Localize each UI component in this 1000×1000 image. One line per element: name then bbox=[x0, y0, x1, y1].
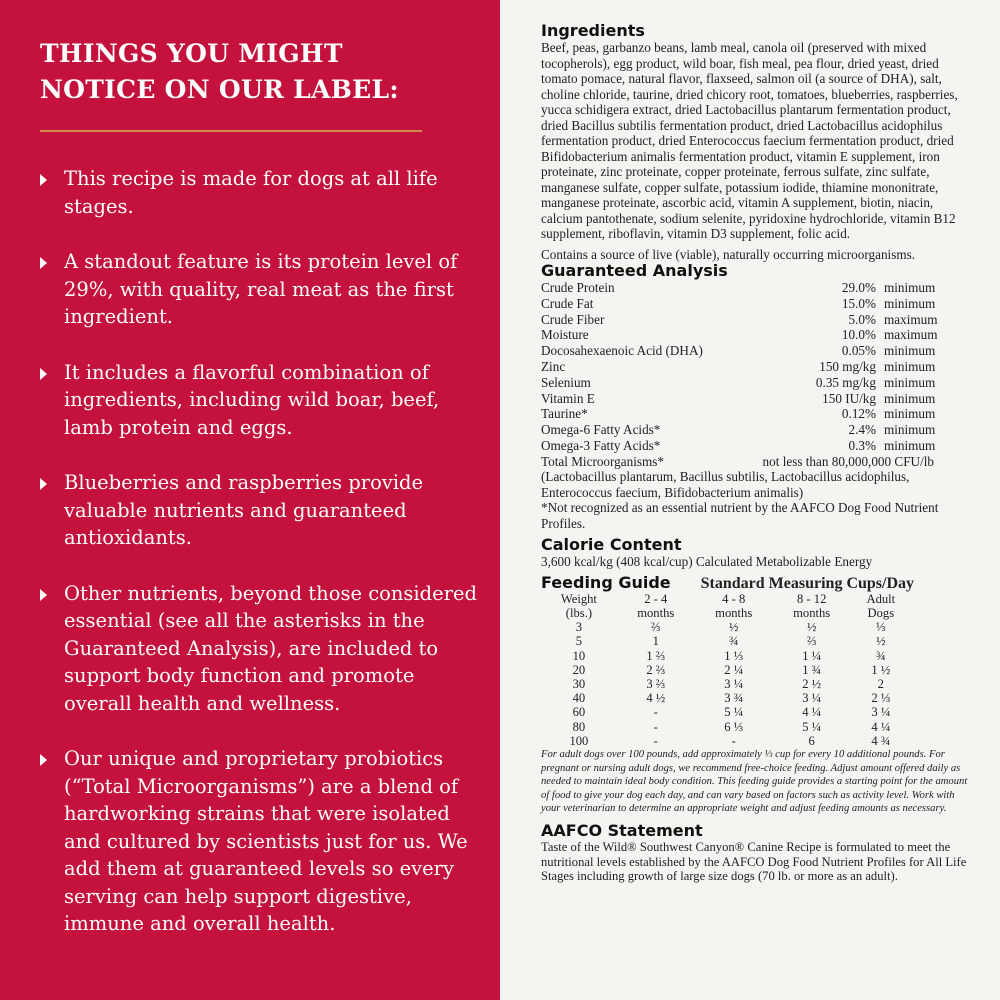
divider bbox=[40, 130, 422, 132]
feeding-cell: 4 ½ bbox=[646, 691, 666, 706]
feeding-cell: 2 ⅔ bbox=[646, 662, 666, 677]
feeding-cell: - bbox=[731, 733, 736, 748]
analysis-row bbox=[541, 406, 970, 422]
nutrient-qualifier: maximum bbox=[884, 311, 938, 327]
feeding-row bbox=[541, 734, 911, 748]
calorie-heading: Calorie Content bbox=[541, 535, 682, 555]
feeding-cell: 1 ⅓ bbox=[724, 648, 744, 663]
bullet-item: Our unique and proprietary probiotics (“Total Microorganisms”) are a blend of hardworking strains that were isolated and cultured by scientists just for us. We add them at guaranteed levels so every serving can help support digestive, immune and overall health. bbox=[40, 745, 488, 938]
nutrient-qualifier: maximum bbox=[884, 327, 938, 343]
feeding-column-header: Weight bbox=[560, 591, 597, 606]
feeding-row bbox=[541, 705, 911, 719]
feeding-cell: - bbox=[653, 719, 658, 734]
feeding-cell: ¾ bbox=[876, 648, 886, 663]
feeding-column-header: months bbox=[715, 605, 753, 620]
bullet-list bbox=[40, 165, 500, 938]
feeding-cell: 2 ½ bbox=[802, 676, 822, 691]
feeding-column-header: 8 - 12 bbox=[796, 591, 827, 606]
feeding-heading: Feeding Guide bbox=[541, 572, 671, 592]
feeding-cell: 1 ¼ bbox=[802, 648, 822, 663]
nutrient-name: Omega-6 Fatty Acids* bbox=[541, 422, 661, 438]
nutrient-name: Crude Fiber bbox=[541, 311, 605, 327]
micro-value: not less than 80,000,000 CFU/lb bbox=[762, 453, 934, 469]
feeding-cell: - bbox=[653, 733, 658, 748]
feeding-cell: 10 bbox=[572, 648, 586, 663]
nutrient-name: Taurine* bbox=[541, 406, 588, 422]
analysis-heading: Guaranteed Analysis bbox=[541, 261, 728, 280]
feeding-column-header: Adult bbox=[866, 591, 896, 606]
micro-detail: (Lactobacillus plantarum, Bacillus subtilis, Lactobacillus acidophilus, Enterococcus faecium, Bifidobacterium animalis) bbox=[541, 469, 910, 500]
feeding-cell: 3 ¼ bbox=[802, 691, 822, 706]
arrow-icon bbox=[40, 257, 47, 269]
nutrient-name: Omega-3 Fatty Acids* bbox=[541, 437, 661, 453]
bullet-item: A standout feature is its protein level of 29%, with quality, real meat as the first ingredient. bbox=[40, 248, 488, 331]
analysis-row bbox=[541, 296, 970, 312]
nutrient-value: 5.0% bbox=[848, 311, 876, 327]
feeding-column-header: months bbox=[637, 605, 675, 620]
feeding-header bbox=[541, 574, 970, 592]
nutrient-value: 150 mg/kg bbox=[819, 358, 876, 374]
bullet-item: Blueberries and raspberries provide valuable nutrients and guaranteed antioxidants. bbox=[40, 469, 488, 552]
feeding-cell: 1 bbox=[652, 634, 659, 649]
analysis-table bbox=[541, 280, 970, 454]
feeding-cell: 40 bbox=[572, 691, 586, 706]
feeding-column-header: 4 - 8 bbox=[722, 591, 746, 606]
nutrient-name: Moisture bbox=[541, 327, 589, 343]
nutrient-qualifier: minimum bbox=[884, 280, 936, 295]
panel-title: THINGS YOU MIGHT NOTICE ON OUR LABEL: bbox=[40, 39, 399, 104]
arrow-icon bbox=[40, 589, 47, 601]
nutrient-value: 150 IU/kg bbox=[822, 390, 876, 406]
nutrient-name: Vitamin E bbox=[541, 390, 595, 406]
feeding-column-header: (lbs.) bbox=[565, 605, 593, 620]
calorie-text: 3,600 kcal/kg (408 kcal/cup) Calculated Metabolizable Energy bbox=[541, 554, 873, 570]
feeding-row bbox=[541, 663, 911, 677]
feeding-cell: ½ bbox=[876, 634, 886, 649]
feeding-cell: 80 bbox=[572, 719, 586, 734]
feeding-row bbox=[541, 634, 911, 648]
feeding-cell: 3 ¼ bbox=[724, 676, 744, 691]
feeding-cell: - bbox=[653, 705, 658, 720]
feeding-column-header: months bbox=[793, 605, 831, 620]
bullet-item: This recipe is made for dogs at all life stages. bbox=[40, 165, 488, 220]
feeding-cell: 5 ¼ bbox=[724, 705, 744, 720]
micro-name: Total Microorganisms* bbox=[541, 453, 665, 469]
feeding-column-header: Dogs bbox=[867, 605, 895, 620]
arrow-icon bbox=[40, 478, 47, 490]
nutrient-value: 2.4% bbox=[848, 422, 876, 438]
analysis-row bbox=[541, 438, 970, 454]
feeding-cell: 60 bbox=[572, 705, 586, 720]
feeding-cell: 30 bbox=[572, 676, 586, 691]
feeding-cell: ¾ bbox=[729, 634, 739, 649]
nutrient-value: 0.12% bbox=[841, 406, 876, 422]
feeding-row bbox=[541, 677, 911, 691]
label-panel bbox=[500, 0, 1000, 1000]
analysis-row bbox=[541, 327, 970, 343]
feeding-cell: 1 ⅔ bbox=[646, 648, 666, 663]
feeding-cell: 1 ¾ bbox=[802, 662, 822, 677]
nutrient-value: 0.05% bbox=[841, 343, 876, 359]
nutrient-name: Zinc bbox=[541, 358, 566, 374]
aafco-heading: AAFCO Statement bbox=[541, 820, 703, 840]
nutrient-qualifier: minimum bbox=[884, 406, 936, 422]
nutrient-value: 0.3% bbox=[848, 437, 876, 453]
feeding-cell: 3 ¾ bbox=[724, 691, 744, 706]
feeding-column-header: 2 - 4 bbox=[644, 591, 668, 606]
nutrient-qualifier: minimum bbox=[884, 343, 936, 359]
arrow-icon bbox=[40, 174, 47, 186]
feeding-subheading: Standard Measuring Cups/Day bbox=[700, 574, 915, 592]
analysis-row bbox=[541, 391, 970, 407]
nutrient-value: 15.0% bbox=[841, 295, 876, 311]
nutrient-qualifier: minimum bbox=[884, 422, 936, 438]
feeding-cell: 20 bbox=[572, 662, 586, 677]
feeding-row bbox=[541, 620, 911, 634]
nutrient-name: Selenium bbox=[541, 374, 591, 390]
feeding-cell: ⅓ bbox=[876, 620, 886, 635]
feeding-cell: 100 bbox=[569, 733, 589, 748]
feeding-cell: 5 bbox=[575, 634, 583, 649]
feeding-cell: 4 ¼ bbox=[871, 719, 891, 734]
feeding-cell: 3 bbox=[575, 620, 583, 635]
feeding-cell: 3 ¼ bbox=[871, 705, 891, 720]
feeding-cell: 1 ½ bbox=[871, 662, 891, 677]
feeding-row bbox=[541, 691, 911, 705]
feeding-notes: For adult dogs over 100 pounds, add approximately ⅓ cup for every 10 additional pounds. For pregnant or nursing adult dogs, we recommend free-choice feeding. Adjust amount offered daily as needed to maintain ideal body condition. This feeding guide provides a starting point for the amount of food to give your dog each day, and can vary based on factors such as activity level. Work with your veterinarian to determine an appropriate weight and adjust feeding amounts as necessary. bbox=[541, 749, 968, 815]
analysis-row bbox=[541, 359, 970, 375]
feeding-table bbox=[541, 592, 911, 748]
analysis-footnote: *Not recognized as an essential nutrient by the AAFCO Dog Food Nutrient Profiles. bbox=[541, 500, 939, 531]
arrow-icon bbox=[40, 754, 47, 766]
feeding-cell: ⅔ bbox=[806, 634, 817, 649]
nutrient-name: Crude Protein bbox=[541, 280, 615, 295]
analysis-row bbox=[541, 280, 970, 296]
microorganism-note: Contains a source of live (viable), naturally occurring microorganisms. bbox=[541, 246, 916, 262]
feeding-cell: 2 ⅓ bbox=[871, 691, 891, 706]
analysis-row bbox=[541, 422, 970, 438]
feeding-row bbox=[541, 720, 911, 734]
feeding-row bbox=[541, 649, 911, 663]
feeding-cell: 2 bbox=[877, 676, 884, 691]
feeding-cell: 6 ⅓ bbox=[724, 719, 744, 734]
micro-row bbox=[541, 454, 934, 470]
feeding-cell: 6 bbox=[808, 733, 815, 748]
ingredients-heading: Ingredients bbox=[541, 21, 645, 40]
nutrient-name: Docosahexaenoic Acid (DHA) bbox=[541, 343, 703, 359]
nutrient-value: 0.35 mg/kg bbox=[815, 374, 876, 390]
bullet-item: It includes a flavorful combination of ingredients, including wild boar, beef, lamb protein and eggs. bbox=[40, 359, 488, 442]
feeding-cell: 3 ⅔ bbox=[646, 676, 666, 691]
nutrient-qualifier: minimum bbox=[884, 295, 936, 311]
feeding-cell: ½ bbox=[806, 620, 817, 635]
ingredients-text: Beef, peas, garbanzo beans, lamb meal, canola oil (preserved with mixed tocopherols), egg product, wild boar, fish meal, pea flour, dried yeast, dried tomato pomace, natural flavor, flaxseed, salmon oil (a source of DHA), salt, choline chloride, taurine, dried chicory root, tomatoes, blueberries, raspberries, yucca schidigera extract, dried Lactobacillus plantarum fermentation product, dried Bacillus subtilis fermentation product, dried Lactobacillus acidophilus fermentation product, dried Enterococcus faecium fermentation product, dried Bifidobacterium animalis fermentation product, vitamin E supplement, iron proteinate, zinc proteinate, copper proteinate, ferrous sulfate, zinc sulfate, manganese sulfate, copper sulfate, potassium iodide, thiamine mononitrate, manganese proteinate, ascorbic acid, vitamin A supplement, biotin, niacin, calcium pantothenate, sodium selenite, pyridoxine hydrochloride, vitamin B12 supplement, riboflavin, vitamin D3 supplement, folic acid. bbox=[541, 40, 958, 241]
analysis-row bbox=[541, 312, 970, 328]
feeding-cell: 2 ¼ bbox=[724, 662, 744, 677]
nutrient-value: 10.0% bbox=[841, 327, 876, 343]
arrow-icon bbox=[40, 368, 47, 380]
feeding-cell: 4 ¼ bbox=[802, 705, 822, 720]
feeding-cell: ½ bbox=[729, 620, 739, 635]
analysis-row bbox=[541, 375, 970, 391]
nutrient-qualifier: minimum bbox=[884, 390, 936, 406]
nutrient-qualifier: minimum bbox=[884, 374, 936, 390]
nutrient-name: Crude Fat bbox=[541, 295, 594, 311]
nutrient-value: 29.0% bbox=[841, 280, 876, 295]
bullet-item: Other nutrients, beyond those considered essential (see all the asterisks in the Guaranteed Analysis), are included to support body function and promote overall health and wellness. bbox=[40, 580, 488, 718]
analysis-row bbox=[541, 343, 970, 359]
feeding-cell: 4 ¾ bbox=[871, 733, 891, 748]
feeding-cell: ⅔ bbox=[651, 620, 661, 635]
nutrient-qualifier: minimum bbox=[884, 437, 936, 453]
nutrient-qualifier: minimum bbox=[884, 358, 936, 374]
aafco-text: Taste of the Wild® Southwest Canyon® Canine Recipe is formulated to meet the nutritional levels established by the AAFCO Dog Food Nutrient Profiles for All Life Stages including growth of large size dogs (70 lb. or more as an adult). bbox=[541, 839, 967, 884]
feeding-cell: 5 ¼ bbox=[802, 719, 822, 734]
